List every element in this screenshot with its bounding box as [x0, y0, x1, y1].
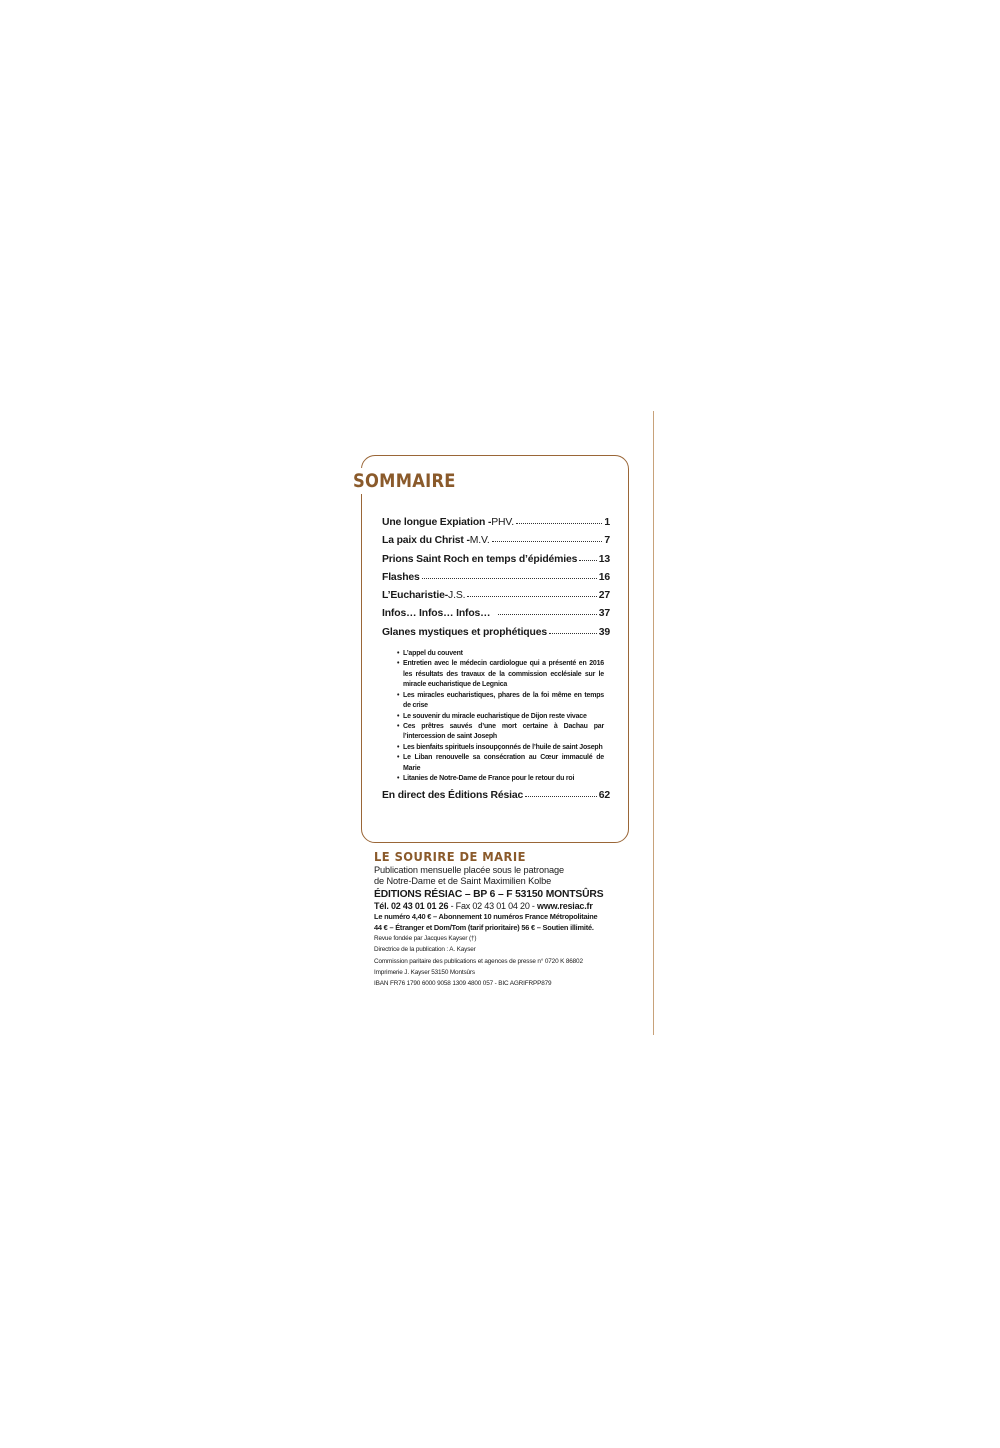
- toc-entry-page: 7: [604, 535, 610, 547]
- phone-number: Tél. 02 43 01 01 26: [374, 901, 449, 911]
- toc-entry: [382, 517, 610, 535]
- toc-sub-item: • Litanies de Notre-Dame de France pour le retour du roi: [397, 774, 604, 784]
- dot-leader: [422, 578, 597, 579]
- dot-leader: [467, 596, 596, 597]
- toc-entry-title: Une longue Expiation -: [382, 517, 492, 528]
- toc-entry: [382, 608, 610, 626]
- toc-entry: [382, 590, 610, 608]
- dot-leader: [516, 523, 602, 524]
- toc-entry: [382, 572, 610, 590]
- toc-entry-title: Glanes mystiques et prophétiques: [382, 626, 547, 638]
- toc-subsection: [382, 645, 610, 788]
- toc-entry-page: 62: [598, 790, 610, 802]
- toc-sub-item: • Le Liban renouvelle sa consécration au Cœur immaculé de Marie: [397, 753, 604, 774]
- fax-number: - Fax 02 43 01 04 20 -: [448, 901, 538, 911]
- toc-sub-list: [382, 645, 604, 788]
- toc-entry-author: J.S.: [448, 590, 466, 602]
- toc-entry: [382, 627, 610, 645]
- toc-entry-author: PHV.: [491, 517, 514, 528]
- toc-sub-item: • Les bienfaits spirituels insoupçonnés de l’huile de saint Joseph: [397, 743, 604, 753]
- toc-sub-item: • Le souvenir du miracle eucharistique de Dijon reste vivace: [397, 712, 604, 722]
- publication-description: Publication mensuelle placée sous le patronage: [374, 865, 564, 875]
- founder-credit: Revue fondée par Jacques Kayser (†): [374, 935, 477, 942]
- dot-leader: [549, 633, 597, 634]
- printer-credit: Imprimerie J. Kayser 53150 Montsûrs: [374, 968, 475, 976]
- publication-name: LE SOURIRE DE MARIE: [374, 849, 526, 864]
- toc-entry-page: 13: [598, 553, 610, 565]
- publisher-address: ÉDITIONS RÉSIAC – BP 6 – F 53150 MONTSÛRS: [374, 889, 604, 900]
- dot-leader: [579, 560, 597, 561]
- toc-entry-title: La paix du Christ -: [382, 535, 470, 547]
- toc-entry-page: 27: [598, 590, 610, 602]
- publication-description: de Notre-Dame et de Saint Maximilien Kolbe: [374, 876, 552, 886]
- page-margin-rule: [653, 411, 654, 1035]
- toc-entry-page: 39: [598, 626, 610, 638]
- dot-leader: [492, 541, 603, 542]
- toc-title: SOMMAIRE: [353, 468, 458, 494]
- toc-list: [382, 517, 610, 809]
- toc-entry-title: L’Eucharistie-: [382, 590, 449, 602]
- toc-entry: [382, 790, 610, 808]
- bank-details: IBAN FR76 1790 6000 9058 1309 4800 057 - BIC AGRIFRPP879: [374, 980, 552, 988]
- toc-sub-item: • Entretien avec le médecin cardiologue qui a présenté en 2016 les résultats des travaux de la commission ecclésiale sur le miracle eucharistique de Legnica: [397, 659, 604, 690]
- dot-leader: [498, 614, 596, 615]
- toc-entry: [382, 535, 610, 553]
- subscription-info: Le numéro 4,40 € – Abonnement 10 numéros France Métropolitaine: [374, 912, 598, 921]
- toc-sub-item: • L’appel du couvent: [397, 649, 604, 659]
- toc-entry-page: 1: [604, 517, 610, 528]
- toc-sub-item: • Les miracles eucharistiques, phares de la foi même en temps de crise: [397, 691, 604, 712]
- toc-entry-author: M.V.: [469, 535, 490, 547]
- colophon: [374, 849, 609, 989]
- toc-entry-title: Flashes: [382, 571, 420, 583]
- toc-entry-title: Prions Saint Roch en temps d’épidémies: [382, 553, 578, 565]
- toc-entry-title: Infos… Infos… Infos…: [382, 608, 491, 620]
- contact-line: [374, 901, 609, 912]
- website-link[interactable]: www.resiac.fr: [537, 901, 593, 911]
- director-credit: Directrice de la publication : A. Kayser: [374, 946, 476, 954]
- toc-entry-page: 37: [598, 608, 610, 620]
- toc-entry: [382, 554, 610, 572]
- dot-leader: [525, 796, 597, 797]
- toc-entry-page: 16: [598, 571, 610, 583]
- toc-entry-title: En direct des Éditions Résiac: [382, 790, 524, 802]
- subscription-info: 44 € – Étranger et Dom/Tom (tarif prioritaire) 56 € – Soutien illimité.: [374, 922, 594, 932]
- commission-number: Commission paritaire des publications et agences de presse n° 0720 K 86802: [374, 957, 583, 965]
- toc-sub-item: • Ces prêtres sauvés d’une mort certaine à Dachau par l’intercession de saint Joseph: [397, 722, 604, 743]
